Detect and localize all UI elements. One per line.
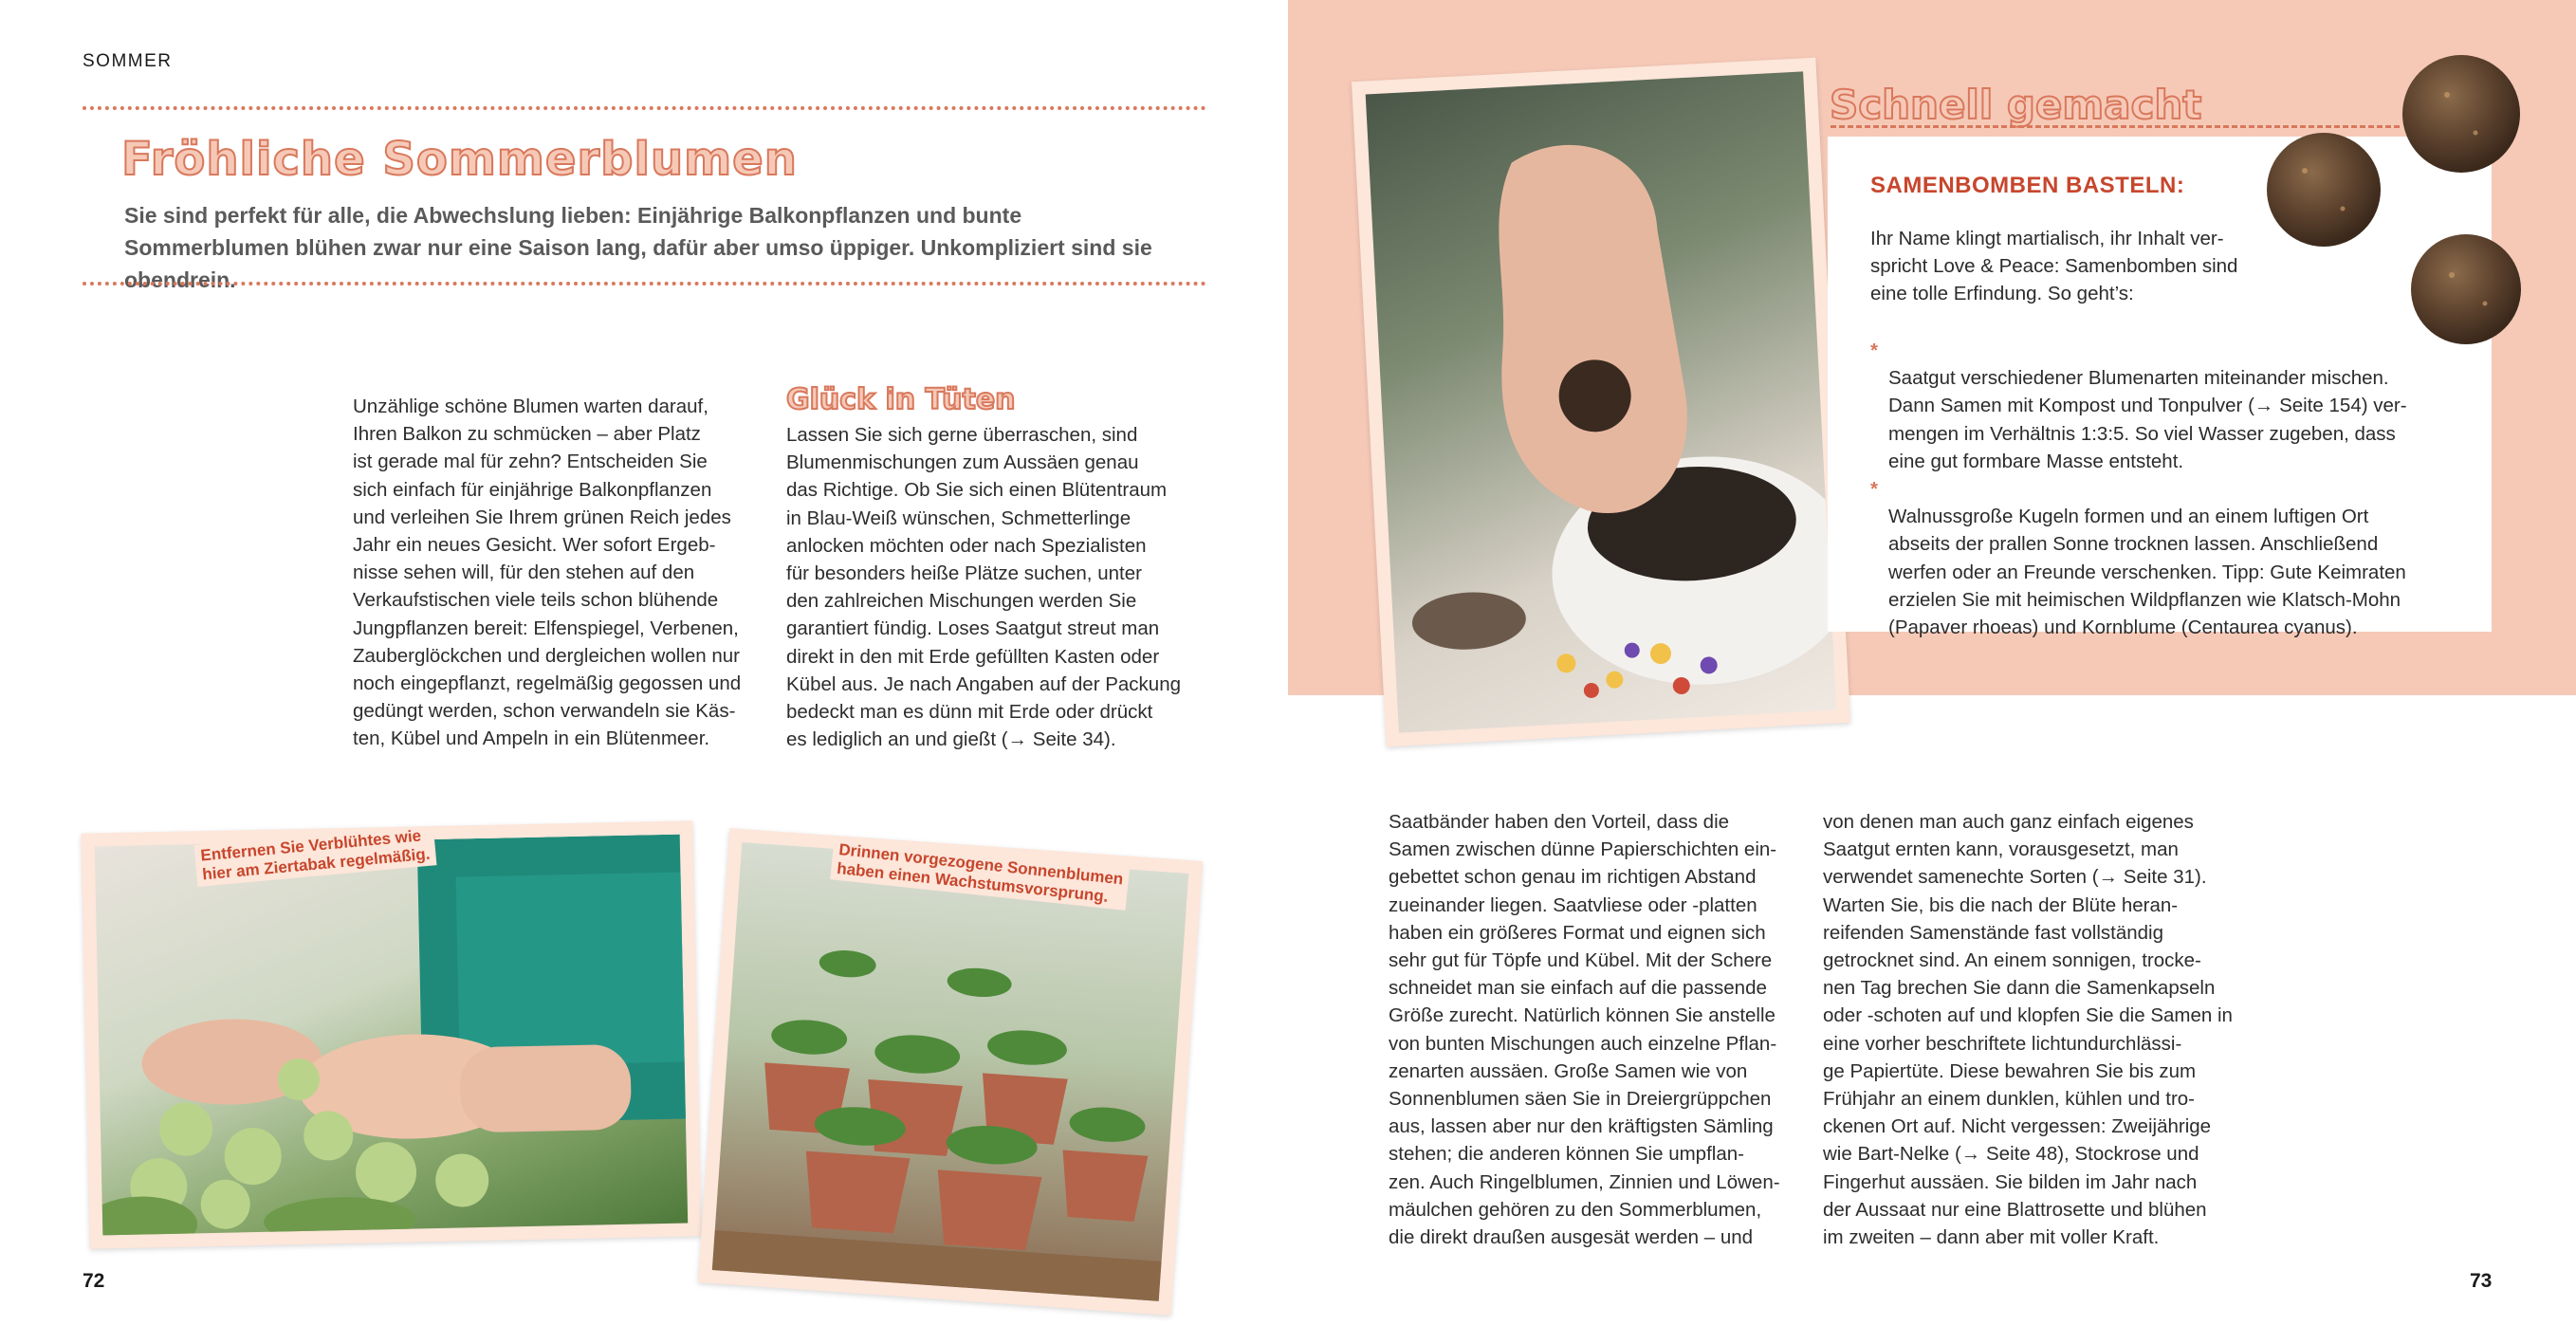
box-intro-text: Ihr Name klingt martialisch, ihr Inhalt ver- spricht Love & Peace: Samenbomben sind eine tolle Erfindung. So geht’s: bbox=[1870, 228, 2238, 305]
caption-ziertabak: Entfernen Sie Verblühtes wie hier am Ziertabak regelmäßig. bbox=[194, 823, 437, 887]
body-column-3: Saatbänder haben den Vorteil, dass die Samen zwischen dünne Papierschichten ein- gebettet schon genau im richtigen Abstand zueinander liegen. Saatvliese oder -platten haben ein größeres Format und eignen sich sehr gut für Töpfe und Kübel. Mit der Schere schneidet man sie einfach auf die passende Größe zurecht. Natürlich können Sie anstelle von bunten Mischungen auch einzelne Pflan- zenarten aussäen. Große Samen wie von Sonnenblumen säen Sie in Dreiergrüppchen aus, lassen aber nur den kräftigsten Sämling stehen; die anderen können Sie umpflan- zen. Auch Ringelblumen, Zinnien und Löwen- mäulchen gehören zu den Sommerblumen, die direkt draußen ausgesät werden – und bbox=[1389, 811, 1780, 1249]
top-dotted-rule bbox=[83, 106, 1206, 110]
box-list-item bbox=[1870, 475, 2439, 641]
photo-samenbombe-hand bbox=[1352, 58, 1850, 747]
body-column-4: von denen man auch ganz einfach eigenes Saatgut ernten kann, vorausgesetzt, man verwendet samenechte Sorten (→ Seite 31). Warten Sie, bis die nach der Blüte heran- reifenden Samenstände fast vollständig getrocknet sind. An einem sonnigen, trocke- nen Tag brechen Sie dann die Samenkapseln oder -schoten auf und klopfen Sie die Samen in eine vorher beschriftete lichtundurchlässi- ge Papiertüte. Diese bewahren Sie bis zum Frühjahr an einem dunklen, kühlen und tro- ckenen Ort auf. Nicht vergessen: Zweijährige wie Bart-Nelke (→ Seite 48), Stockrose und Fingerhut aussäen. Sie bilden im Jahr nach der Aussaat nur eine Blattrosette und blühen im zweiten – dann aber mit voller Kraft. bbox=[1823, 811, 2233, 1249]
seed-balls-illustration bbox=[2238, 47, 2532, 351]
hand-illustration bbox=[1366, 71, 1837, 732]
body-column-2: Lassen Sie sich gerne überraschen, sind Blumenmischungen zum Aussäen genau das Richtige. Ob Sie sich einen Blütentraum in Blau-Weiß wünschen, Schmetterlinge anlocken möchten oder nach Spezialisten für besonders heiße Plätze suchen, unter den zahlreichen Mischungen werden Sie garantiert fündig. Loses Saatgut streut man direkt in den mit Erde gefüllten Kasten oder Kübel aus. Je nach Angaben auf der Packung bedeckt man es dünn mit Erde oder drückt es lediglich an und gießt (→ Seite 34). bbox=[786, 424, 1182, 751]
photo-sonnenblumen-setzlinge bbox=[698, 828, 1203, 1316]
box-list-item bbox=[1870, 337, 2439, 475]
section-label: SOMMER bbox=[83, 51, 173, 71]
page-number-right: 73 bbox=[2470, 1270, 2493, 1292]
ziertabak-illustration bbox=[95, 835, 688, 1236]
asterisk-bullet-icon: * bbox=[1870, 340, 1878, 361]
box-list-item-text: Saatgut verschiedener Blumenarten miteinander mischen. Dann Samen mit Kompost und Tonpulver (→ Seite 154) ver- mengen im Verhältnis 1:3:5. So viel Wasser zugeben, dass eine gut formbare Masse entsteht. bbox=[1888, 367, 2407, 472]
lead-paragraph: Sie sind perfekt für alle, die Abwechslung lieben: Einjährige Balkonpflanzen und bunte Sommerblumen blühen zwar nur eine Saison lang, dafür aber umso üppiger. Unkompliziert sind sie obendrein. bbox=[124, 203, 1152, 292]
page-number-left: 72 bbox=[83, 1270, 105, 1292]
bottom-dotted-rule bbox=[83, 282, 1206, 285]
photo-ziertabak bbox=[81, 820, 701, 1248]
box-list-item-text: Walnussgroße Kugeln formen und an einem luftigen Ort abseits der prallen Sonne trocknen lassen. Anschließend werfen oder an Freunde verschenken. Tipp: Gute Keimraten erzielen Sie mit heimischen Wildpflanzen wie Klatsch-Mohn (Papaver rhoeas) und Kornblume (Centaurea cyanus). bbox=[1888, 506, 2406, 639]
caption-sonnenblumen: Drinnen vorgezogene Sonnenblumen haben einen Wachstumsvorsprung. bbox=[830, 838, 1130, 911]
subheading-glueck-in-tueten: Glück in Tüten bbox=[786, 383, 1016, 416]
asterisk-bullet-icon: * bbox=[1870, 478, 1878, 501]
setzlinge-illustration bbox=[712, 842, 1188, 1301]
body-column-1: Unzählige schöne Blumen warten darauf, Ihren Balkon zu schmücken – aber Platz ist gerade mal für zehn? Entscheiden Sie sich einfach für einjährige Balkonpflanzen und verleihen Sie Ihrem grünen Reich jedes Jahr ein neues Gesicht. Wer sofort Ergeb- nisse sehen will, für den stehen auf den Verkaufstischen viele teils schon blühende Jungpflanzen bereit: Elfenspiegel, Verbenen, Zauberglöckchen und dergleichen wollen nur noch eingepflanzt, regelmäßig gegossen und gedüngt werden, schon verwandeln sie Käs- ten, Kübel und Ampeln in ein Blütenmeer. bbox=[353, 396, 742, 750]
page-title: Fröhliche Sommerblumen bbox=[121, 133, 798, 186]
box-title-schnell-gemacht: Schnell gemacht bbox=[1830, 82, 2202, 128]
box-instruction-list bbox=[1870, 337, 2439, 641]
box-heading: SAMENBOMBEN BASTELN: bbox=[1870, 173, 2185, 198]
